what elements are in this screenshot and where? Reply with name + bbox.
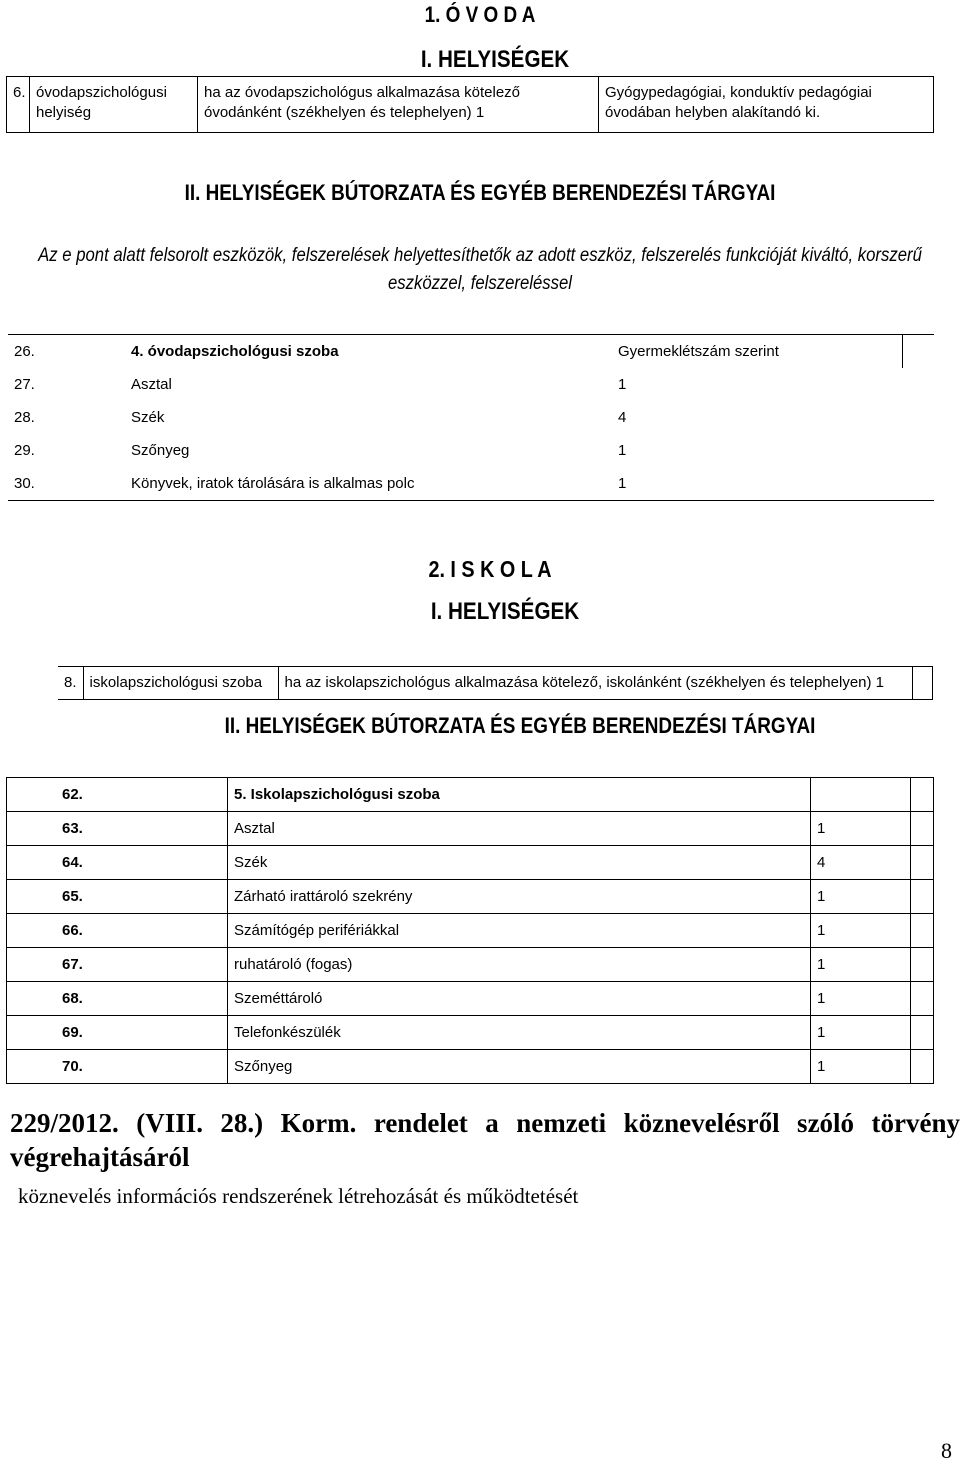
row-qty: Gyermeklétszám szerint bbox=[612, 335, 902, 369]
intro-paragraph: Az e pont alatt felsorolt eszközök, felszerelések helyettesíthetők az adott eszköz, felszerelés funkcióját kiváltó, korszerű eszközzel, felszereléssel bbox=[38, 245, 922, 294]
row-qty: 1 bbox=[811, 914, 911, 948]
row-label: Szék bbox=[131, 409, 165, 426]
row-qty: 1 bbox=[811, 948, 911, 982]
room-condition: ha az iskolapszichológus alkalmazása kötelező, iskolánként (székhelyen és telephelyen) 1 bbox=[278, 667, 912, 700]
table-row bbox=[8, 335, 934, 369]
room-number: 8. bbox=[58, 667, 83, 700]
table-row bbox=[7, 880, 934, 914]
table-row bbox=[8, 467, 934, 501]
row-qty bbox=[811, 778, 911, 812]
table-row bbox=[8, 434, 934, 467]
row-number: 28. bbox=[14, 409, 35, 426]
table-row bbox=[7, 1050, 934, 1084]
row-label: Szeméttároló bbox=[228, 982, 811, 1016]
row-number: 62. bbox=[7, 778, 228, 812]
row-number: 29. bbox=[14, 442, 35, 459]
room-number: 6. bbox=[7, 77, 30, 133]
row-label: Szőnyeg bbox=[131, 442, 190, 459]
row-number: 69. bbox=[7, 1016, 228, 1050]
row-number: 26. bbox=[14, 343, 35, 360]
table-row bbox=[7, 778, 934, 812]
iskola-title: 2. I S K O L A bbox=[428, 556, 552, 582]
row-number: 70. bbox=[7, 1050, 228, 1084]
table-row bbox=[7, 846, 934, 880]
row-qty: 4 bbox=[618, 409, 627, 426]
table-row bbox=[7, 982, 934, 1016]
room-name: iskolapszichológusi szoba bbox=[83, 667, 278, 700]
row-number: 68. bbox=[7, 982, 228, 1016]
row-label: Számítógép perifériákkal bbox=[228, 914, 811, 948]
row-qty: 1 bbox=[618, 475, 627, 492]
room-condition: ha az óvodapszichológus alkalmazása kötelező óvodánként (székhelyen és telephelyen) 1 bbox=[198, 77, 599, 133]
table-row bbox=[7, 1016, 934, 1050]
iskola-furniture-table bbox=[6, 777, 934, 1084]
row-qty: 1 bbox=[811, 880, 911, 914]
row-label: Telefonkészülék bbox=[228, 1016, 811, 1050]
table-row bbox=[7, 812, 934, 846]
row-qty: 1 bbox=[811, 812, 911, 846]
row-qty: 1 bbox=[811, 1016, 911, 1050]
law-title: 229/2012. (VIII. 28.) Korm. rendelet a nemzeti köznevelésről szóló törvény végrehajtásáról bbox=[10, 1108, 960, 1172]
row-number: 63. bbox=[7, 812, 228, 846]
table-row bbox=[8, 401, 934, 434]
room-note: Gyógypedagógiai, konduktív pedagógiai óvodában helyben alakítandó ki. bbox=[599, 77, 934, 133]
row-number: 65. bbox=[7, 880, 228, 914]
row-label: Szőnyeg bbox=[228, 1050, 811, 1084]
page-number: 8 bbox=[941, 1438, 952, 1463]
row-number: 66. bbox=[7, 914, 228, 948]
ovoda-title: 1. Ó V O D A bbox=[424, 2, 536, 27]
row-label: ruhatároló (fogas) bbox=[228, 948, 811, 982]
table-row bbox=[8, 368, 934, 401]
row-qty: 1 bbox=[811, 982, 911, 1016]
row-label: 4. óvodapszichológusi szoba bbox=[131, 343, 339, 360]
ovoda-section-furniture: II. HELYISÉGEK BÚTORZATA ÉS EGYÉB BERENDEZÉSI TÁRGYAI bbox=[184, 180, 776, 205]
row-number: 67. bbox=[7, 948, 228, 982]
table-row bbox=[7, 914, 934, 948]
row-qty: 1 bbox=[618, 376, 627, 393]
law-subtitle: köznevelés információs rendszerének létrehozását és működtetését bbox=[18, 1184, 579, 1208]
row-qty: 1 bbox=[618, 442, 627, 459]
iskola-room-table bbox=[58, 666, 933, 700]
ovoda-section-rooms: I. HELYISÉGEK bbox=[420, 46, 570, 73]
room-name: óvodapszichológusi helyiség bbox=[30, 77, 198, 133]
row-qty: 1 bbox=[811, 1050, 911, 1084]
row-label: Szék bbox=[228, 846, 811, 880]
iskola-section-furniture: II. HELYISÉGEK BÚTORZATA ÉS EGYÉB BERENDEZÉSI TÁRGYAI bbox=[224, 713, 816, 738]
row-label: Könyvek, iratok tárolására is alkalmas polc bbox=[131, 475, 415, 492]
row-number: 27. bbox=[14, 376, 35, 393]
iskola-section-rooms: I. HELYISÉGEK bbox=[430, 598, 580, 625]
row-number: 64. bbox=[7, 846, 228, 880]
row-number: 30. bbox=[14, 475, 35, 492]
table-row bbox=[7, 948, 934, 982]
row-qty: 4 bbox=[811, 846, 911, 880]
ovoda-room-table bbox=[6, 76, 934, 133]
ovoda-furniture-table bbox=[8, 334, 934, 501]
row-label: Asztal bbox=[131, 376, 172, 393]
row-label: 5. Iskolapszichológusi szoba bbox=[228, 778, 811, 812]
row-label: Zárható irattároló szekrény bbox=[228, 880, 811, 914]
row-label: Asztal bbox=[228, 812, 811, 846]
